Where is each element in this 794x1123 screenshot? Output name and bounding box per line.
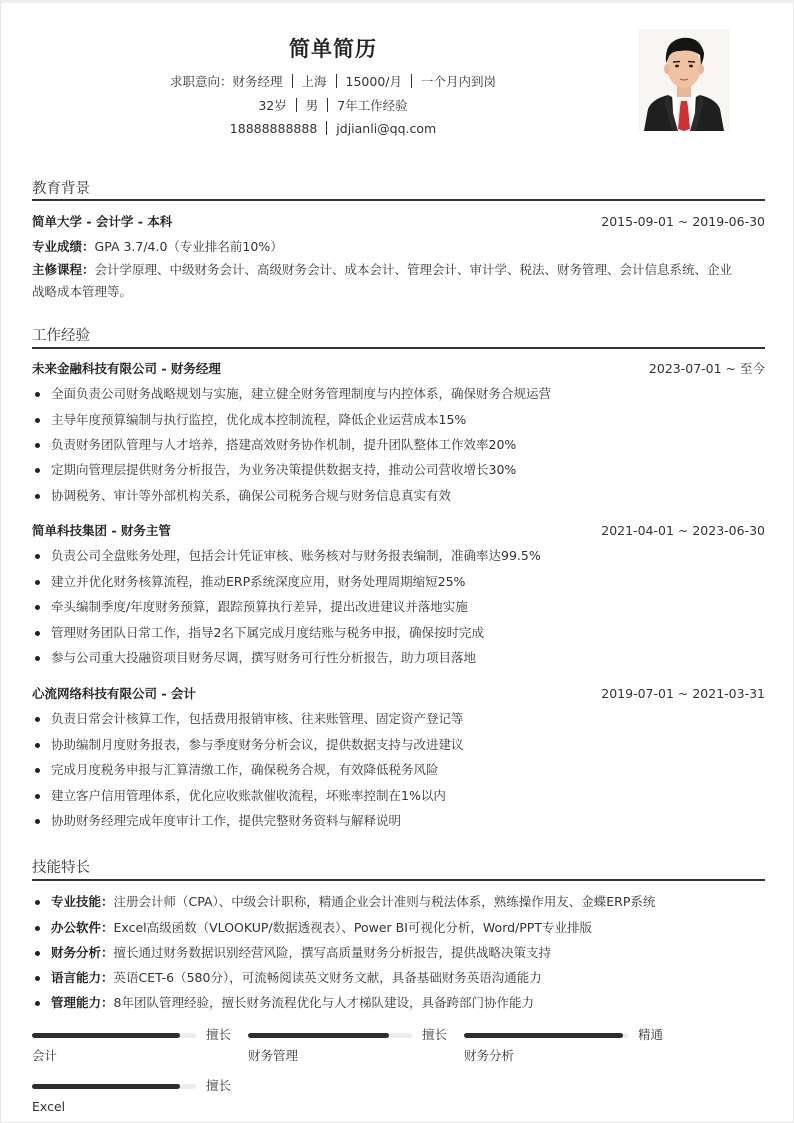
- skill-bar: [32, 1026, 242, 1072]
- bullet-dot-icon: [35, 494, 40, 499]
- divider: [296, 98, 297, 112]
- skill-bar-track: [32, 1084, 196, 1089]
- skill-level: 精通: [638, 1027, 664, 1042]
- company-position: 未来金融科技有限公司 - 财务经理: [32, 361, 221, 376]
- section-divider: [32, 199, 765, 201]
- education-courses-cont: 战略成本管理等。: [32, 284, 133, 299]
- bullet-dot-icon: [35, 794, 40, 799]
- bullet-dot-icon: [35, 1001, 40, 1006]
- skill-bar: [248, 1026, 458, 1072]
- bullet-dot-icon: [35, 580, 40, 585]
- section-divider: [32, 347, 765, 349]
- job-header: [32, 359, 765, 379]
- age: 32岁: [258, 98, 287, 113]
- skill-bar-fill: [32, 1033, 180, 1038]
- skill-bar-fill: [248, 1033, 389, 1038]
- gender: 男: [305, 98, 319, 113]
- skill-level: 擅长: [206, 1027, 232, 1042]
- bullet-dot-icon: [35, 392, 40, 397]
- avatar: [638, 29, 730, 131]
- job-date: 2019-07-01 ~ 2021-03-31: [601, 686, 765, 701]
- bullet-dot-icon: [35, 976, 40, 981]
- bullet-dot-icon: [35, 900, 40, 905]
- job-date: 2023-07-01 ~ 至今: [648, 361, 765, 376]
- bullet-dot-icon: [35, 418, 40, 423]
- divider: [336, 74, 337, 88]
- education-courses: [32, 260, 765, 280]
- skill-bar-track: [464, 1033, 628, 1038]
- courses-value: 会计学原理、中级财务会计、高级财务会计、成本会计、管理会计、审计学、税法、财务管理、会计信息系统、企业: [94, 262, 733, 277]
- company-position: 心流网络科技有限公司 - 会计: [32, 686, 196, 701]
- availability: 一个月内到岗: [421, 74, 497, 89]
- section-title-skills: 技能特长: [32, 860, 90, 876]
- bullet-dot-icon: [35, 951, 40, 956]
- bullet-dot-icon: [35, 656, 40, 661]
- skill-bar-track: [32, 1033, 196, 1038]
- bullet-dot-icon: [35, 605, 40, 610]
- section-title-education: 教育背景: [32, 181, 90, 197]
- resume-header: [1, 3, 665, 153]
- phone: 18888888888: [229, 121, 318, 136]
- education-score: [32, 237, 765, 257]
- bullet-dot-icon: [35, 768, 40, 773]
- city: 上海: [301, 74, 327, 89]
- score-label: 专业成绩：: [32, 239, 95, 254]
- job-header: [32, 521, 765, 541]
- score-value: GPA 3.7/4.0（专业排名前10%）: [94, 239, 283, 254]
- skill-name: Excel: [32, 1099, 66, 1114]
- job-intent: 求职意向：财务经理: [169, 74, 283, 89]
- education-date: 2015-09-01 ~ 2019-06-30: [601, 214, 765, 229]
- job-intent-line: [1, 73, 665, 91]
- divider: [326, 121, 327, 135]
- education-entry-header: [32, 212, 765, 232]
- skill-name: 会计: [32, 1048, 58, 1063]
- bullet-dot-icon: [35, 717, 40, 722]
- section-divider: [32, 879, 765, 881]
- bullet-dot-icon: [35, 926, 40, 931]
- skill-bar: [32, 1077, 242, 1123]
- salary: 15000/月: [345, 74, 402, 89]
- experience-years: 7年工作经验: [337, 98, 408, 113]
- contact-line: [1, 120, 665, 138]
- basic-info-line: [1, 97, 665, 115]
- skill-bar-fill: [464, 1033, 623, 1038]
- section-title-work: 工作经验: [32, 328, 90, 344]
- bullet-dot-icon: [35, 554, 40, 559]
- bullet-dot-icon: [35, 443, 40, 448]
- skill-name: 财务管理: [248, 1048, 299, 1063]
- skill-bar-track: [248, 1033, 412, 1038]
- resume-page: 简单简历 求职意向：财务经理 上海 15000/月 一个月内到岗 32岁 男 7年工作经验 18888888888 jdjianli@qq.com 教育背景 简单大学 - 会计学 - 本科 2015-09-01 ~ 2019-06-30 专业成绩：GPA 3.7/4.0（专业排名前10%） 主修课程：会计学原理、中级财务会计、高级财务会计、成本会计、管理会计、审计学、税法、财务管理、会计信息系统、企业 战略成本管理等。 工作经验 未来金融科技有限公司 - 财务经理 2023-07-01 ~ 至今 全面负责公司财务战略规划与实施，建立健全财务管理制度与内控体系，确保财务合规运营 主导年度预算编制与执行监控，优化成本控制流程，降低企业运营成本15% 负责财务团队管理与人才培养，搭建高效财务协作机制，提升团队整体工作效率20% 定期向管理层提供财务分析报告，为业务决策提供数据支持，推动公司营收增长30% 协调税务、审计等外部机构关系，确保公司税务合规与财务信息真实有效 简单科技集团 - 财务主管 2021-04-01 ~ 2023-06-30 负责公司全盘账务处理，包括会计凭证审核、账务核对与财务报表编制，准确率达99.5% 建立并优化财务核算流程，推动ERP系统深度应用，财务处理周期缩短25% 牵头编制季度/年度财务预算，跟踪预算执行差异，提出改进建议并落地实施 管理财务团队日常工作，指导2名下属完成月度结账与税务申报，确保按时完成 参与公司重大投融资项目财务尽调，撰写财务可行性分析报告，助力项目落地 心流网络科技有限公司 - 会计 2019-07-01 ~ 2021-03-31 负责日常会计核算工作，包括费用报销审核、往来账管理、固定资产登记等 协助编制月度财务报表，参与季度财务分析会议，提供数据支持与改进建议 完成月度税务申报与汇算清缴工作，确保税务合规，有效降低税务风险 建立客户信用管理体系，优化应收账款催收流程，坏账率控制在1%以内 协助财务经理完成年度审计工作，提供完整财务资料与解释说明 技能特长 专业技能：注册会计师（CPA）、中级会计职称，精通企业会计准则与税法体系，熟练操作用友、金蝶ERP系统 办公软件：Excel高级函数（VLOOKUP/数据透视表）、Power BI可视化分析，Word/PPT专业排版 财务分析：擅长通过财务数据识别经营风险，撰写高质量财务分析报告，提供战略决策支持 语言能力：英语CET-6（580分），可流畅阅读英文财务文献，具备基础财务英语沟通能力 管理能力：8年团队管理经验，擅长财务流程优化与人才梯队建设，具备跨部门协作能力 擅长 会计 擅长 财务管理 精通 财务分析 擅长 Excel: [0, 0, 794, 1123]
- courses-label: 主修课程：: [32, 262, 95, 277]
- divider: [292, 74, 293, 88]
- divider: [411, 74, 412, 88]
- school-major-degree: 简单大学 - 会计学 - 本科: [32, 214, 173, 229]
- email: jdjianli@qq.com: [336, 121, 437, 136]
- divider: [327, 98, 328, 112]
- bullet-dot-icon: [35, 743, 40, 748]
- skill-bar: [464, 1026, 674, 1072]
- skill-name: 财务分析: [464, 1048, 515, 1063]
- bullet-dot-icon: [35, 631, 40, 636]
- job-header: [32, 684, 765, 704]
- skill-level: 擅长: [422, 1027, 448, 1042]
- company-position: 简单科技集团 - 财务主管: [32, 523, 171, 538]
- bullet-dot-icon: [35, 819, 40, 824]
- job-date: 2021-04-01 ~ 2023-06-30: [601, 523, 765, 538]
- bullet-dot-icon: [35, 468, 40, 473]
- skill-bar-fill: [32, 1084, 180, 1089]
- resume-title: 简单简历: [289, 37, 377, 61]
- avatar-illustration-icon: [638, 29, 730, 131]
- skill-level: 擅长: [206, 1078, 232, 1093]
